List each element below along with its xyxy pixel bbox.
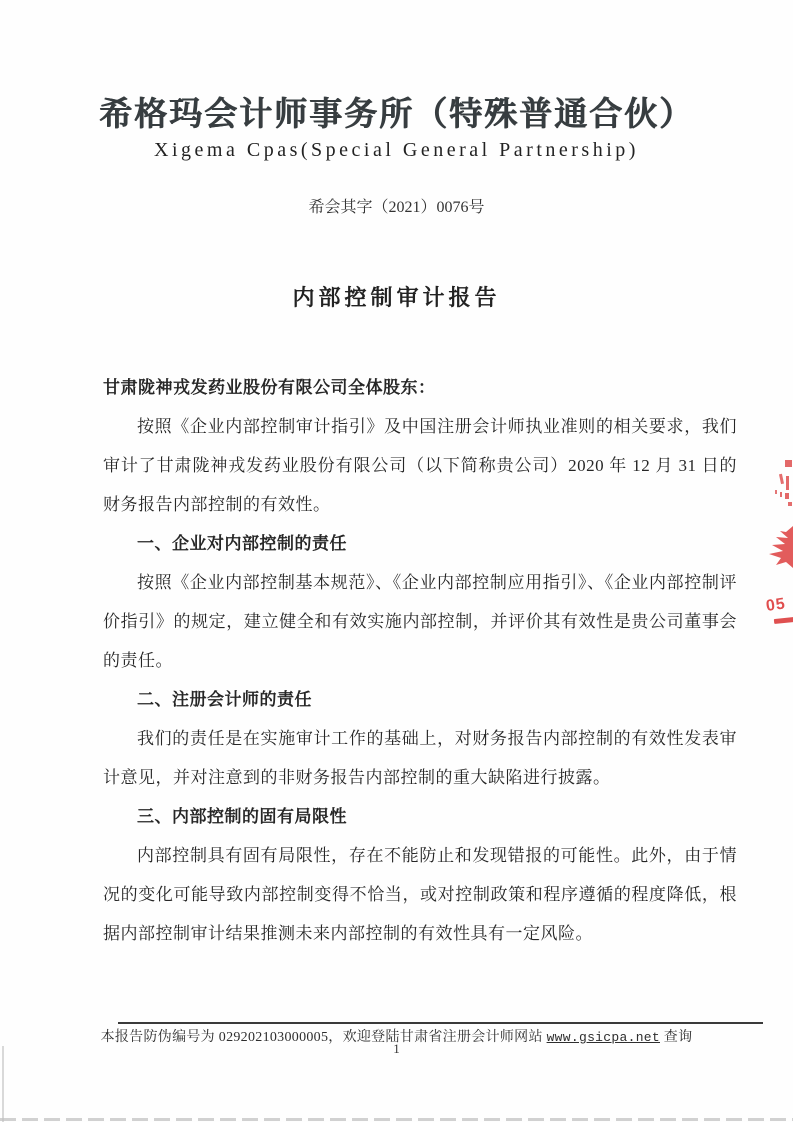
footer-url: www.gsicpa.net [546, 1030, 660, 1045]
section-3-heading: 三、内部控制的固有局限性 [137, 807, 347, 826]
section-1-text: 按照《企业内部控制基本规范》、《企业内部控制应用指引》、《企业内部控制评价指引》的规定，建立健全和有效实施内部控制，并评价其有效性是贵公司董事会的责任。 [103, 573, 737, 670]
scan-artifact-left-edge [2, 1046, 4, 1122]
firm-name-chinese: 希格玛会计师事务所（特殊普通合伙） [99, 97, 694, 133]
document-title: 内部控制审计报告 [292, 285, 501, 310]
section-1-heading: 一、企业对内部控制的责任 [137, 534, 347, 553]
scan-artifact-bottom-edge [0, 1118, 793, 1121]
anti-forgery-text: 本报告防伪编号为 029202103000005，欢迎登陆甘肃省注册会计师网站 [100, 1030, 547, 1045]
seal-fragment-number: 05 [764, 595, 787, 616]
salutation: 甘肃陇神戎发药业股份有限公司全体股东： [103, 378, 436, 397]
firm-name-english: Xigema Cpas(Special General Partnership) [154, 139, 639, 161]
document-body [103, 368, 737, 953]
section-3-text: 内部控制具有固有局限性，存在不能防止和发现错报的可能性。此外，由于情况的变化可能导致内部控制变得不恰当，或对控制政策和程序遵循的程度降低，根据内部控制审计结果推测未来内部控制的有效性具有一定风险。 [103, 846, 737, 943]
intro-paragraph: 按照《企业内部控制审计指引》及中国注册会计师执业准则的相关要求，我们审计了甘肃陇神戎发药业股份有限公司（以下简称贵公司）2020 年 12 月 31 日的财务报告内部控制的有效性。 [103, 417, 737, 514]
section-2-text: 我们的责任是在实施审计工作的基础上，对财务报告内部控制的有效性发表审计意见，并对注意到的非财务报告内部控制的重大缺陷进行披露。 [103, 729, 737, 787]
reference-number: 希会其字（2021）0076号 [308, 199, 485, 216]
footer-divider [118, 1022, 763, 1024]
page-number: 1 [393, 1041, 400, 1056]
seal-fragment-blob-icon [766, 524, 793, 572]
seal-fragment-dashes-icon [772, 460, 793, 508]
seal-fragment-underline [774, 617, 793, 624]
section-2-heading: 二、注册会计师的责任 [137, 690, 312, 709]
footer-query-text: 查询 [660, 1030, 693, 1045]
